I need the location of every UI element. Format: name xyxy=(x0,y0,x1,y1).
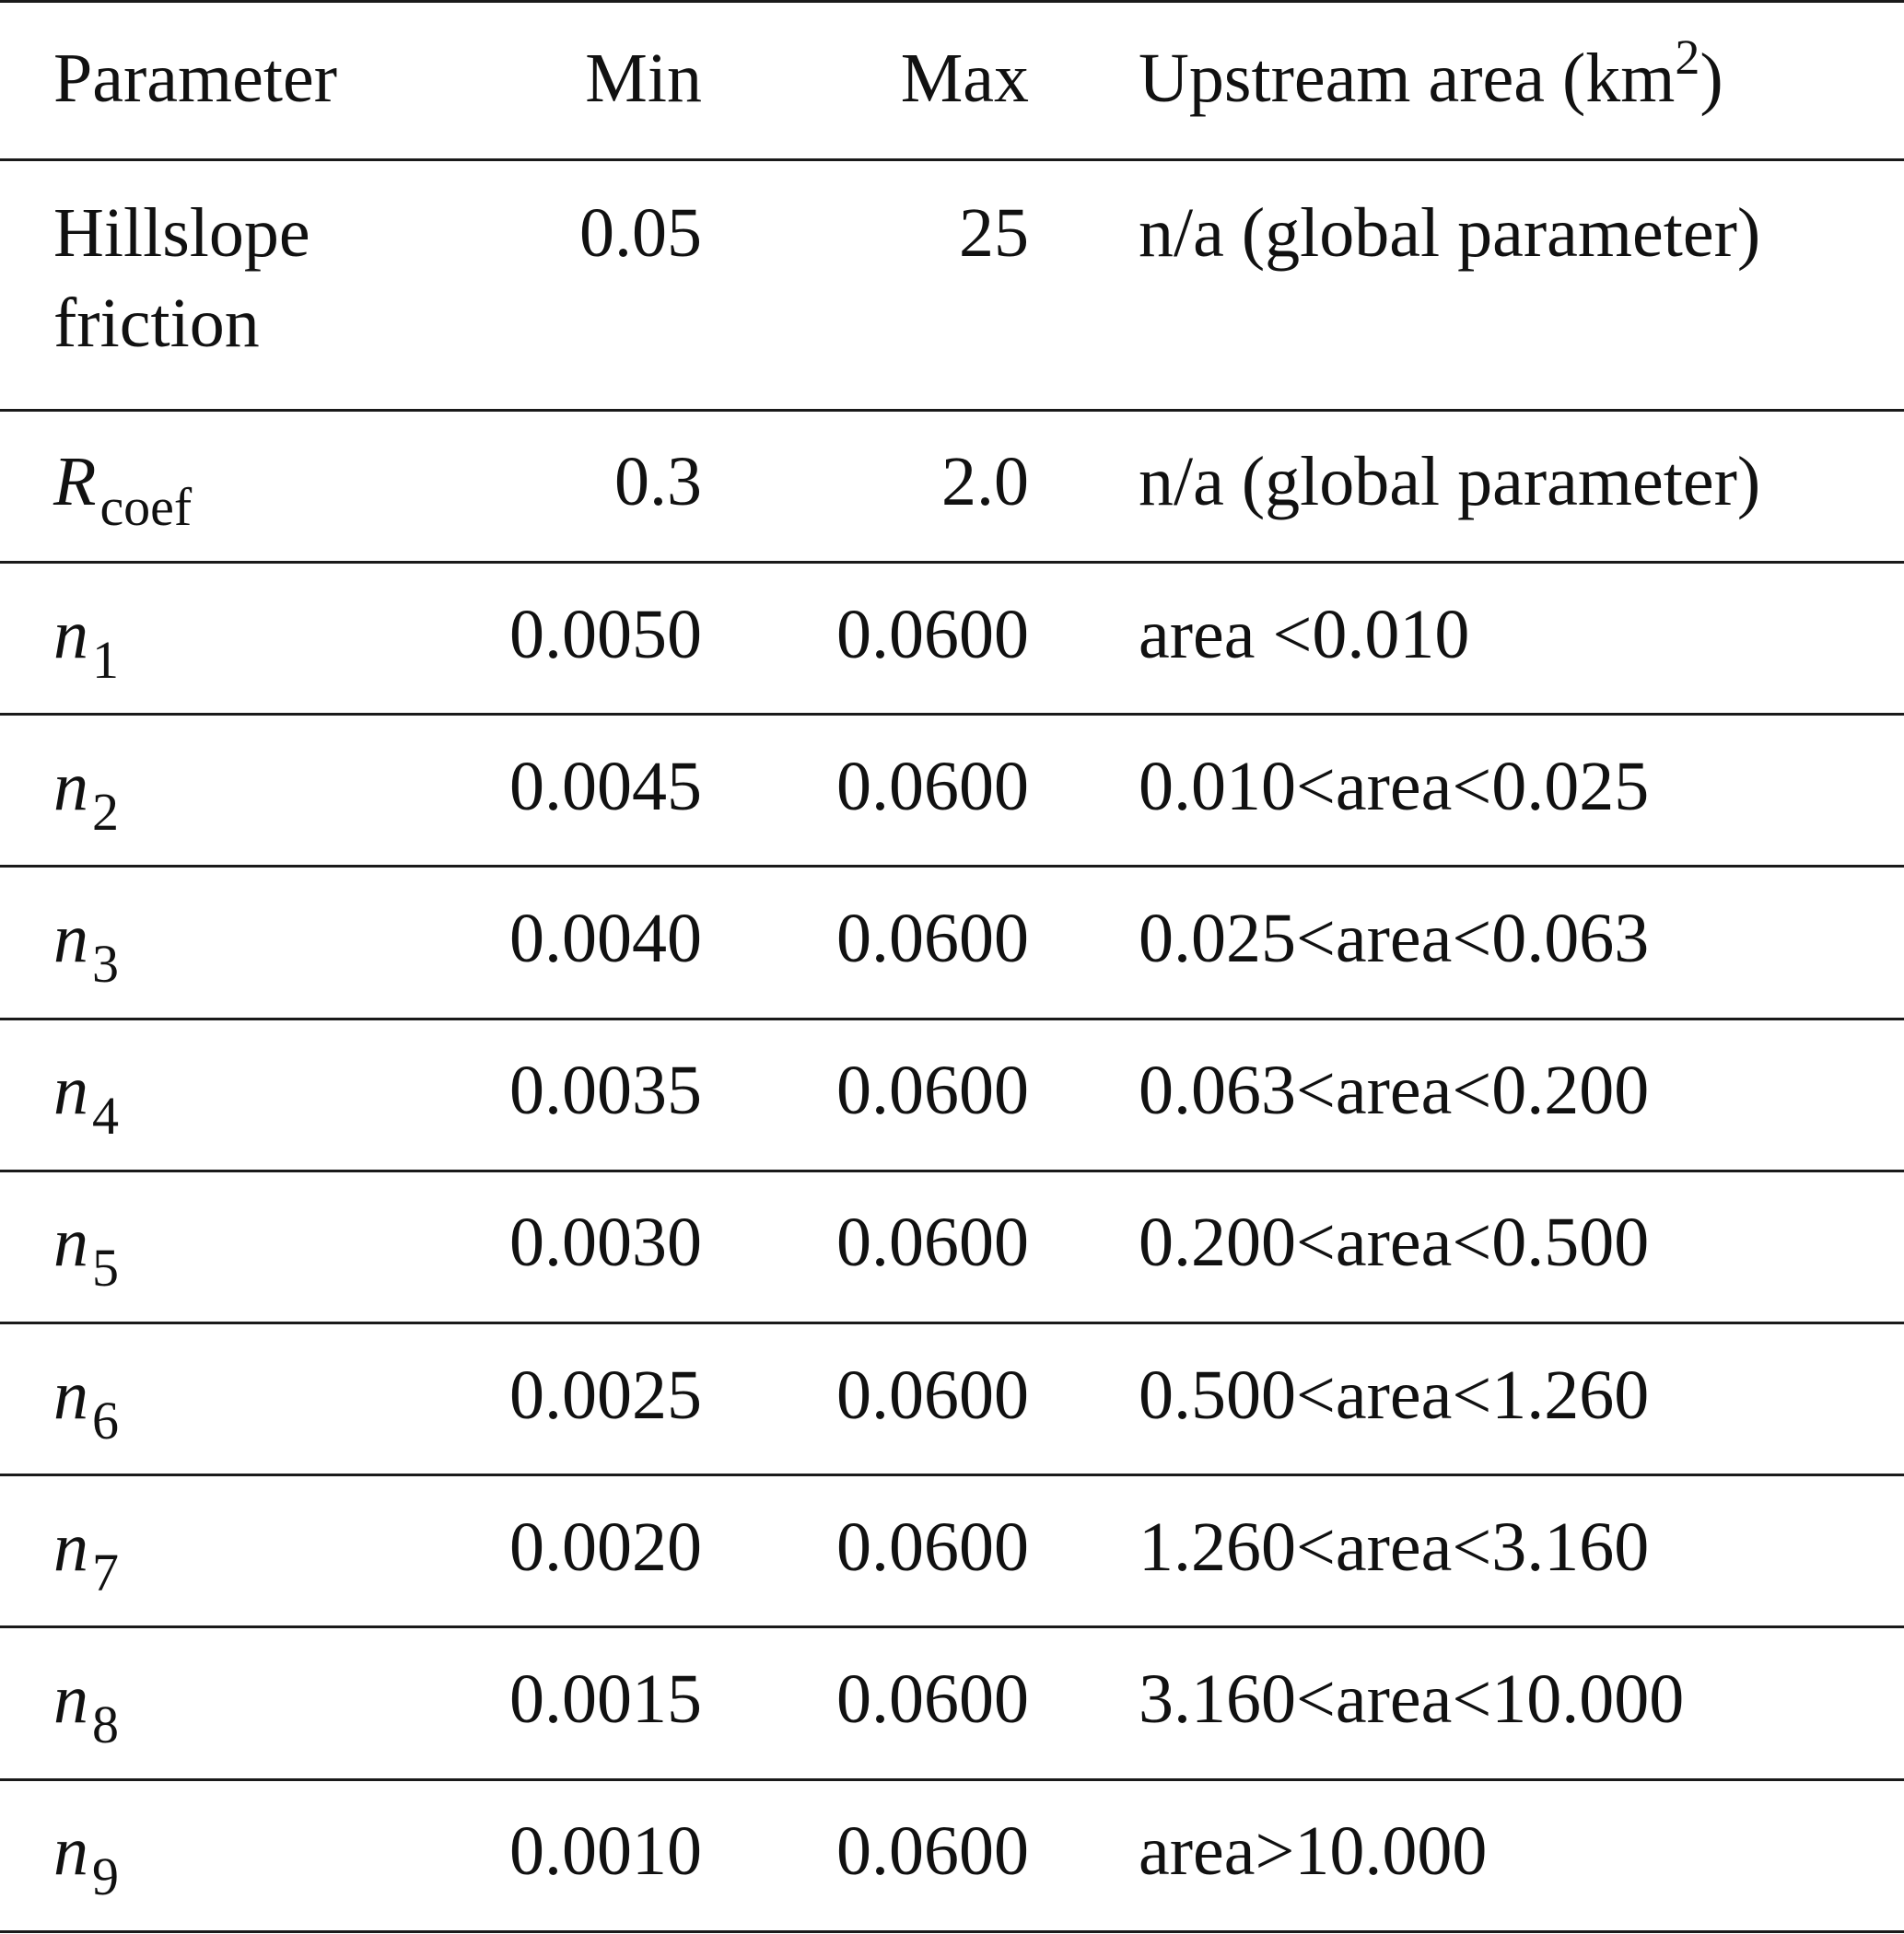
param-cell xyxy=(53,1197,119,1298)
max-cell: 0.0600 xyxy=(836,1052,1029,1129)
param-symbol: n xyxy=(53,1660,88,1738)
param-cell xyxy=(53,1806,119,1906)
header-upstream-area xyxy=(1139,29,1723,130)
header-parameter: Parameter xyxy=(53,40,338,117)
param-cell xyxy=(53,893,119,994)
area-cell: area>10.000 xyxy=(1139,1812,1488,1890)
param-line: Hillslope xyxy=(53,194,310,272)
min-cell: 0.3 xyxy=(614,443,702,520)
header-area-close: ) xyxy=(1700,40,1723,117)
top-rule xyxy=(0,0,1904,3)
header-area-superscript: 2 xyxy=(1675,29,1700,85)
param-subscript: 5 xyxy=(92,1238,119,1298)
row-rule xyxy=(0,1625,1904,1628)
header-max: Max xyxy=(900,40,1029,117)
max-cell: 0.0600 xyxy=(836,1660,1029,1738)
param-symbol: n xyxy=(53,748,88,825)
min-cell: 0.0010 xyxy=(509,1812,702,1890)
row-rule xyxy=(0,865,1904,868)
param-subscript: 3 xyxy=(92,934,119,994)
param-cell xyxy=(53,1350,119,1450)
bottom-rule xyxy=(0,1930,1904,1933)
param-symbol: n xyxy=(53,596,88,673)
param-cell xyxy=(53,1502,119,1602)
min-cell: 0.0045 xyxy=(509,748,702,825)
area-cell: area <0.010 xyxy=(1139,596,1470,673)
row-rule xyxy=(0,409,1904,412)
param-symbol: n xyxy=(53,1204,88,1281)
min-cell: 0.0050 xyxy=(509,596,702,673)
min-cell: 0.05 xyxy=(579,194,702,272)
row-rule xyxy=(0,1170,1904,1172)
param-subscript: coef xyxy=(99,477,193,537)
min-cell: 0.0040 xyxy=(509,900,702,977)
max-cell: 25 xyxy=(959,194,1029,272)
param-cell xyxy=(53,188,310,368)
max-cell: 2.0 xyxy=(941,443,1029,520)
header-min: Min xyxy=(585,40,702,117)
row-rule xyxy=(0,1018,1904,1020)
area-cell: 0.200<area<0.500 xyxy=(1139,1204,1650,1281)
param-subscript: 1 xyxy=(92,630,119,690)
param-symbol: n xyxy=(53,1812,88,1890)
param-symbol: R xyxy=(53,443,97,520)
row-rule xyxy=(0,561,1904,564)
max-cell: 0.0600 xyxy=(836,748,1029,825)
param-subscript: 8 xyxy=(92,1695,119,1754)
max-cell: 0.0600 xyxy=(836,1812,1029,1890)
param-subscript: 7 xyxy=(92,1543,119,1602)
param-cell xyxy=(53,1045,119,1146)
max-cell: 0.0600 xyxy=(836,1204,1029,1281)
area-cell: 0.025<area<0.063 xyxy=(1139,900,1650,977)
row-rule xyxy=(0,713,1904,716)
min-cell: 0.0025 xyxy=(509,1357,702,1434)
row-rule xyxy=(0,1322,1904,1324)
max-cell: 0.0600 xyxy=(836,1357,1029,1434)
param-subscript: 9 xyxy=(92,1847,119,1906)
param-cell xyxy=(53,437,193,537)
area-cell: 3.160<area<10.000 xyxy=(1139,1660,1685,1738)
area-cell: 1.260<area<3.160 xyxy=(1139,1509,1650,1586)
min-cell: 0.0030 xyxy=(509,1204,702,1281)
area-cell: 0.063<area<0.200 xyxy=(1139,1052,1650,1129)
param-symbol: n xyxy=(53,1509,88,1586)
param-cell xyxy=(53,1654,119,1754)
param-symbol: n xyxy=(53,900,88,977)
header-area-text: Upstream area (km xyxy=(1139,40,1676,117)
area-cell: 0.500<area<1.260 xyxy=(1139,1357,1650,1434)
min-cell: 0.0035 xyxy=(509,1052,702,1129)
max-cell: 0.0600 xyxy=(836,596,1029,673)
param-cell xyxy=(53,589,119,690)
param-subscript: 6 xyxy=(92,1391,119,1450)
max-cell: 0.0600 xyxy=(836,1509,1029,1586)
area-cell: 0.010<area<0.025 xyxy=(1139,748,1650,825)
area-cell: n/a (global parameter) xyxy=(1139,443,1761,520)
param-symbol: n xyxy=(53,1357,88,1434)
param-subscript: 2 xyxy=(92,782,119,842)
max-cell: 0.0600 xyxy=(836,900,1029,977)
area-cell: n/a (global parameter) xyxy=(1139,194,1761,272)
param-symbol: n xyxy=(53,1052,88,1129)
param-cell xyxy=(53,741,119,842)
row-rule xyxy=(0,1778,1904,1781)
param-line: friction xyxy=(53,285,260,362)
header-rule xyxy=(0,158,1904,161)
min-cell: 0.0015 xyxy=(509,1660,702,1738)
row-rule xyxy=(0,1474,1904,1476)
min-cell: 0.0020 xyxy=(509,1509,702,1586)
param-subscript: 4 xyxy=(92,1086,119,1146)
